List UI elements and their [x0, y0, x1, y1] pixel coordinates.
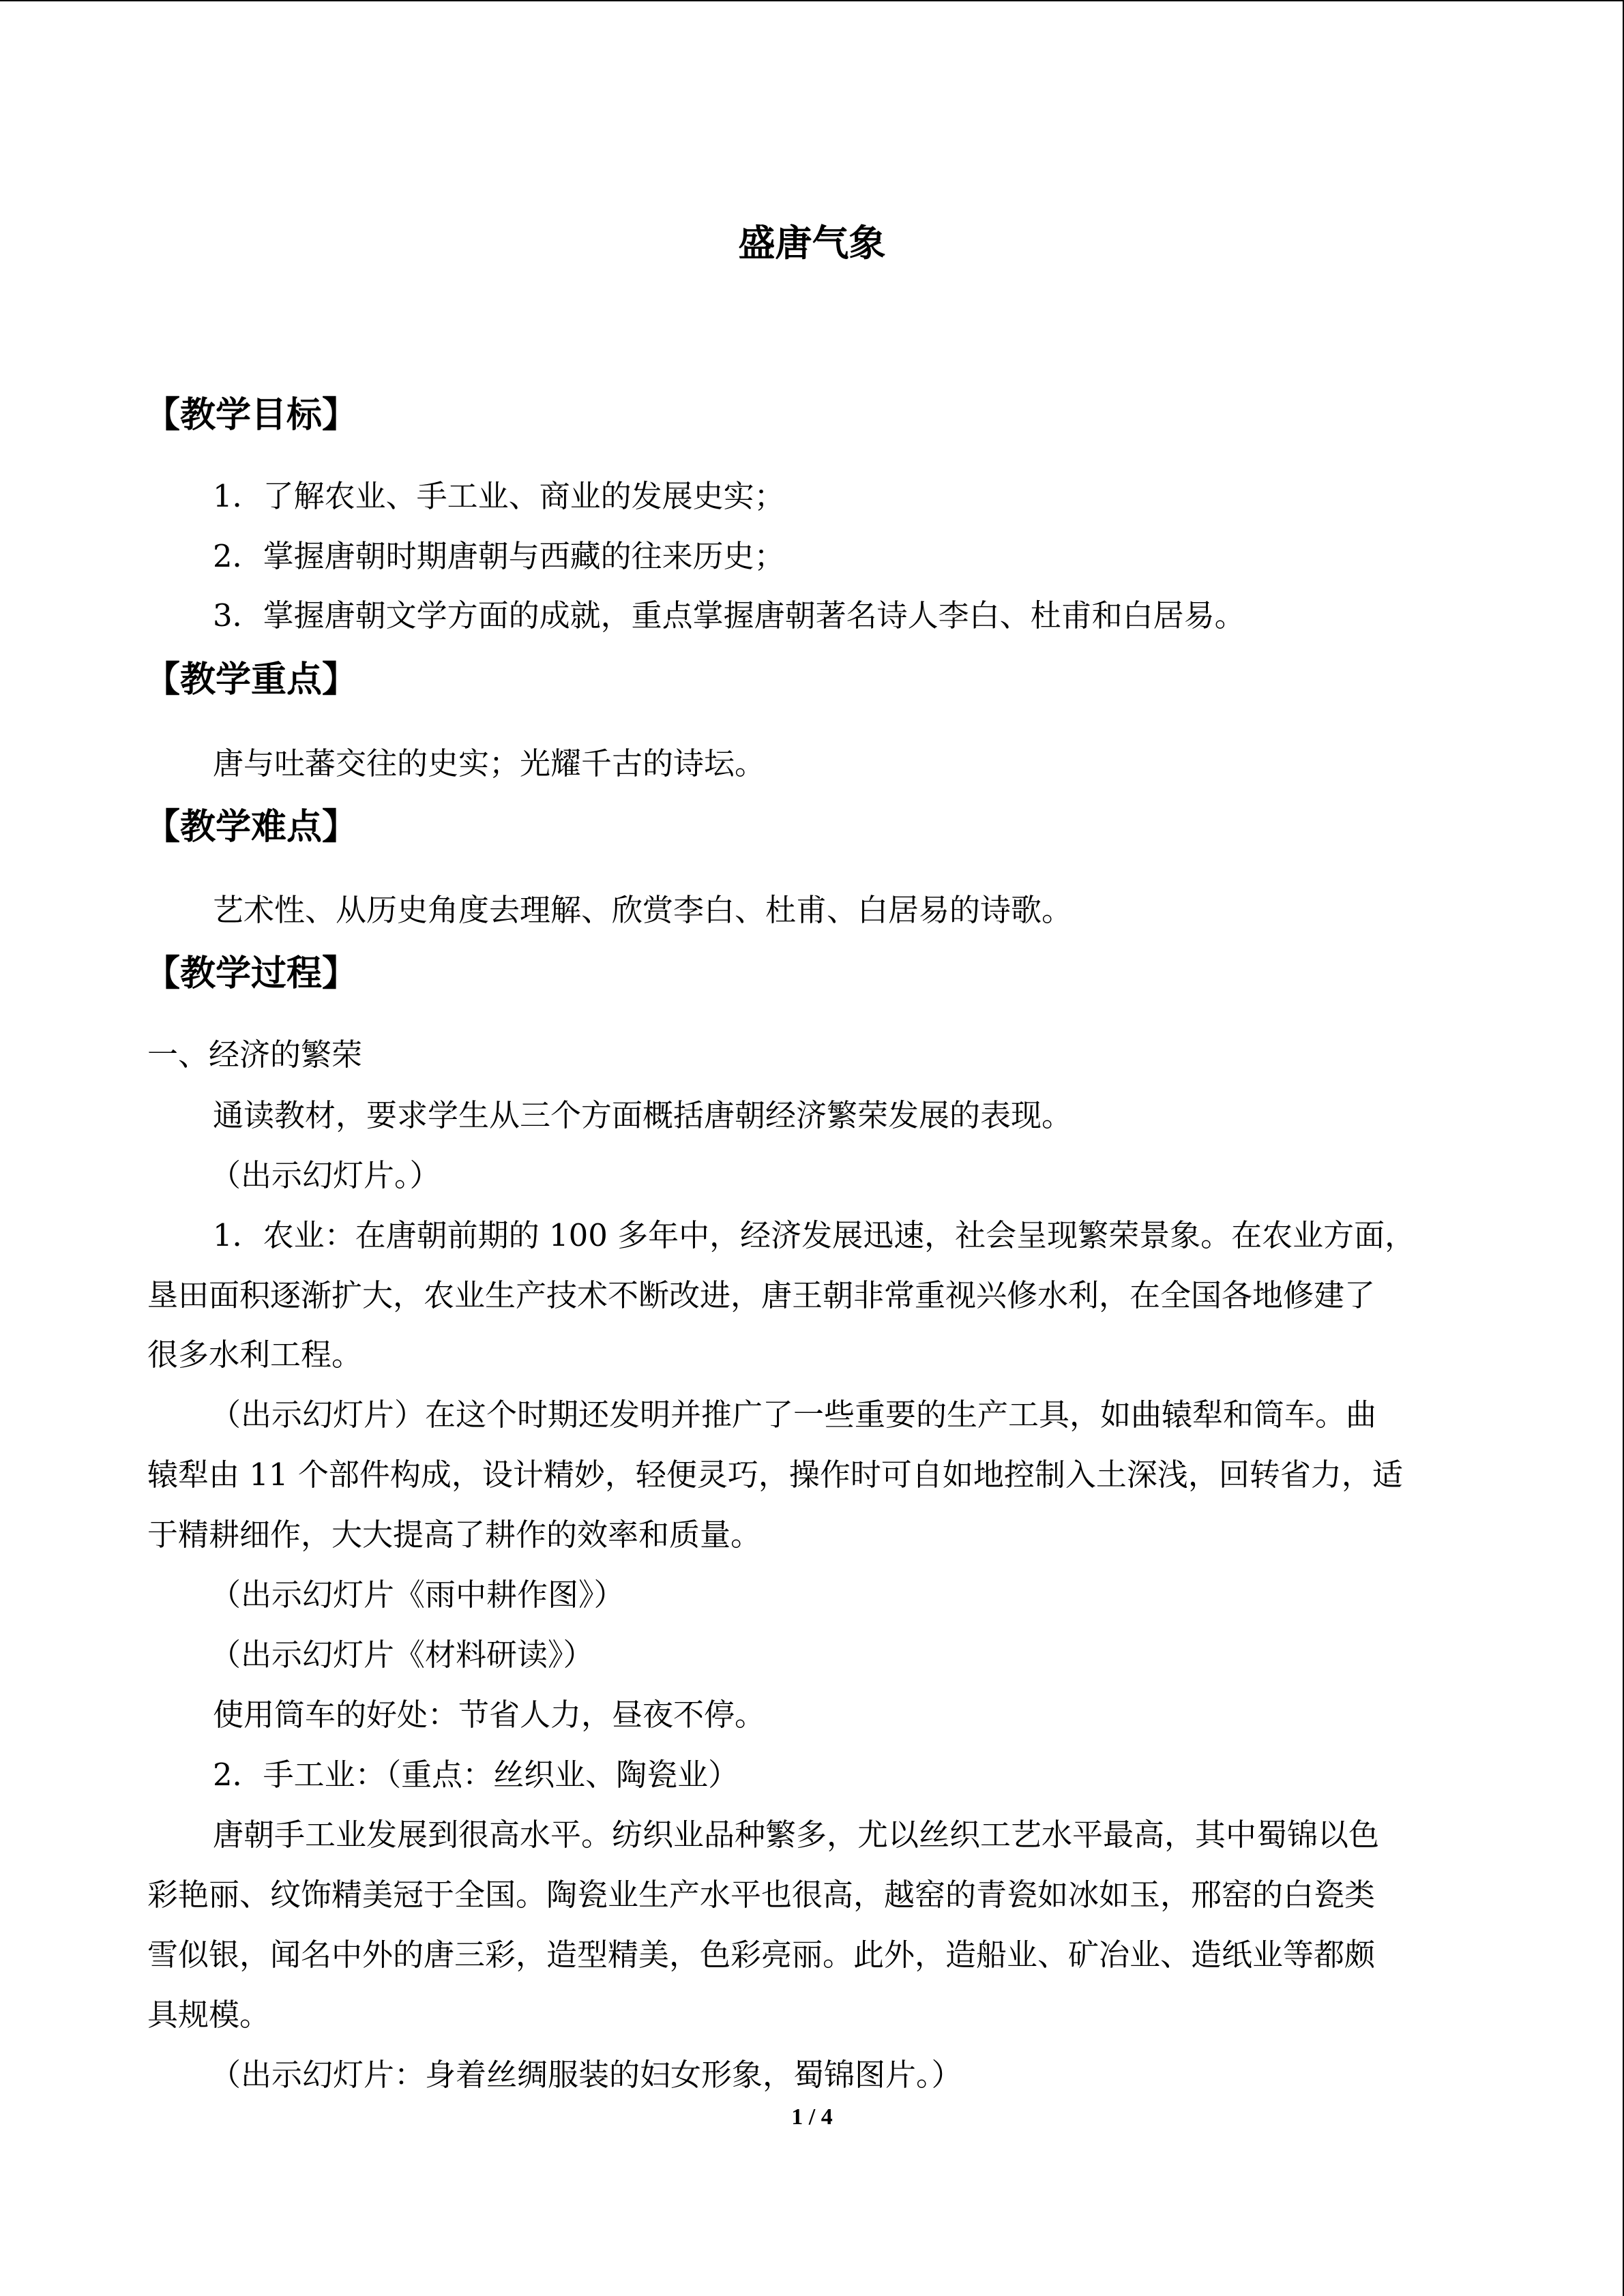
paragraph-line: （出示幻灯片）在这个时期还发明并推广了一些重要的生产工具，如曲辕犁和筒车。曲 — [210, 1397, 1377, 1433]
paragraph-line: （出示幻灯片：身着丝绸服装的妇女形象，蜀锦图片。） — [210, 2057, 962, 2093]
paragraph-line: （出示幻灯片《材料研读》） — [210, 1637, 594, 1673]
key-points-text: 唐与吐蕃交往的史实；光耀千古的诗坛。 — [213, 745, 766, 781]
paragraph-line: 通读教材，要求学生从三个方面概括唐朝经济繁荣发展的表现。 — [213, 1097, 1073, 1133]
page-number: 1 / 4 — [791, 2104, 833, 2130]
section-economy-heading: 一、经济的繁荣 — [147, 1037, 363, 1073]
heading-key-points: 【教学重点】 — [145, 659, 358, 700]
goal-item-1: 1．了解农业、手工业、商业的发展史实； — [213, 478, 785, 514]
goal-item-3: 3．掌握唐朝文学方面的成就，重点掌握唐朝著名诗人李白、杜甫和白居易。 — [213, 597, 1245, 633]
paragraph-line: 很多水利工程。 — [147, 1337, 363, 1373]
goal-item-2: 2．掌握唐朝时期唐朝与西藏的往来历史； — [213, 538, 785, 574]
paragraph-line: 1．农业：在唐朝前期的 100 多年中，经济发展迅速，社会呈现繁荣景象。在农业方面， — [213, 1217, 1416, 1253]
paragraph-line: 唐朝手工业发展到很高水平。纺织业品种繁多，尤以丝织工艺水平最高，其中蜀锦以色 — [213, 1817, 1380, 1853]
heading-teaching-goals: 【教学目标】 — [145, 395, 358, 436]
heading-teaching-process: 【教学过程】 — [145, 953, 358, 994]
paragraph-line: 于精耕细作，大大提高了耕作的效率和质量。 — [147, 1517, 762, 1553]
paragraph-line: （出示幻灯片。） — [210, 1157, 441, 1193]
paragraph-line: 彩艳丽、纹饰精美冠于全国。陶瓷业生产水平也很高，越窑的青瓷如冰如玉，邢窑的白瓷类 — [147, 1877, 1376, 1913]
paragraph-line: 雪似银，闻名中外的唐三彩，造型精美，色彩亮丽。此外，造船业、矿冶业、造纸业等都颇 — [147, 1937, 1376, 1973]
page-title: 盛唐气象 — [738, 222, 886, 265]
paragraph-line: （出示幻灯片《雨中耕作图》） — [210, 1577, 625, 1613]
paragraph-line: 垦田面积逐渐扩大，农业生产技术不断改进，唐王朝非常重视兴修水利，在全国各地修建了 — [147, 1277, 1376, 1313]
paragraph-line: 辕犁由 11 个部件构成，设计精妙，轻便灵巧，操作时可自如地控制入土深浅，回转省力，适 — [147, 1457, 1403, 1493]
paragraph-line: 具规模。 — [147, 1997, 271, 2033]
heading-difficult-points: 【教学难点】 — [145, 807, 358, 848]
paragraph-line: 2．手工业：（重点：丝织业、陶瓷业） — [213, 1757, 739, 1793]
paragraph-line: 使用筒车的好处：节省人力，昼夜不停。 — [213, 1697, 766, 1733]
difficult-points-text: 艺术性、从历史角度去理解、欣赏李白、杜甫、白居易的诗歌。 — [213, 892, 1073, 928]
